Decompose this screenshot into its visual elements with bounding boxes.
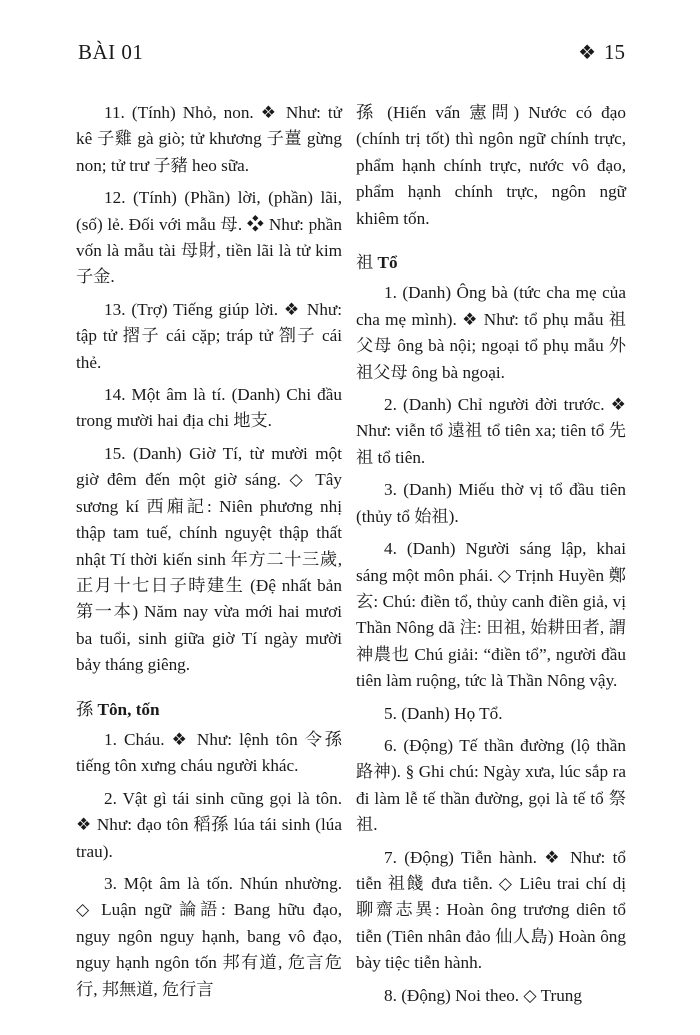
- definition-paragraph: 1. Cháu. ❖ Như: lệnh tôn 令孫 tiếng tôn xưng cháu người khác.: [76, 729, 342, 776]
- right-column: [356, 100, 626, 1015]
- definition-paragraph: 15. (Danh) Giờ Tí, từ mười một giờ đêm đến một giờ sáng. ◇ Tây sương kí 西廂記: Niên phương nhị thập tam tuế, chính nguyệt thập thất nhật Tí thời kiến sinh 年方二十三歲, 正月十七日子時建生 (Đệ nhất bản 第一本) Năm nay vừa mới hai mươi ba tuổi, sinh giữa giờ Tí ngày mười bảy tháng giêng.: [76, 443, 342, 675]
- definition-paragraph: 2. (Danh) Chỉ người đời trước. ❖ Như: viễn tổ 遠祖 tổ tiên xa; tiên tổ 先祖 tổ tiên.: [356, 395, 626, 467]
- lesson-title: BÀI 01: [78, 40, 144, 64]
- definition-paragraph: 5. (Danh) Họ Tổ.: [384, 703, 503, 723]
- definition-paragraph: 1. (Danh) Ông bà (tức cha mẹ của cha mẹ mình). ❖ Như: tổ phụ mẫu 祖父母 ông bà nội; ngoại tổ phụ mẫu 外祖父母 ông bà ngoại.: [356, 283, 626, 382]
- definition-paragraph: 7. (Động) Tiễn hành. ❖ Như: tổ tiễn 祖餞 đưa tiễn. ◇ Liêu trai chí dị 聊齋志異: Hoàn ông trương diên tổ tiễn (Tiên nhân đảo 仙人島) Hoàn ông bày tiệc tiễn hành.: [356, 847, 626, 973]
- definition-paragraph: 2. Vật gì tái sinh cũng gọi là tôn. ❖ Như: đạo tôn 稻孫 lúa tái sinh (lúa trau).: [76, 788, 342, 861]
- headword-reading: Tổ: [377, 253, 398, 273]
- entry-headword: [356, 250, 626, 276]
- entry-headword: [76, 697, 342, 723]
- definition-paragraph: 8. (Động) Noi theo. ◇ Trung: [384, 985, 582, 1005]
- definition-paragraph: 14. Một âm là tí. (Danh) Chi đầu trong mười hai địa chi 地支.: [76, 385, 342, 431]
- left-column: [76, 100, 342, 1009]
- definition-paragraph: 4. (Danh) Người sáng lập, khai sáng một môn phái. ◇ Trịnh Huyền 鄭玄: Chú: điền tổ, thủy canh điền giả, vị Thần Nông dã 注: 田祖, 始耕田者, 謂神農也 Chú giải: “điền tổ”, người đầu tiên làm ruộng, tức là Thần Nông vậy.: [356, 539, 626, 691]
- running-header: [78, 40, 625, 70]
- headword-reading: Tôn, tốn: [97, 699, 160, 719]
- ornament-icon: ❖: [578, 40, 596, 64]
- definition-paragraph: 11. (Tính) Nhỏ, non. ❖ Như: tử kê 子雞 gà giò; tử khương 子薑 gừng non; tử trư 子豬 heo sữa.: [76, 103, 342, 175]
- continued-paragraph: 孫 (Hiến vấn 憲問) Nước có đạo (chính trị tốt) thì ngôn ngữ chính trực, phẩm hạnh chính trực, nước vô đạo, phẩm hạnh chính trực, ngôn ngữ khiêm tốn.: [356, 103, 626, 228]
- page-number: 15: [604, 40, 625, 64]
- headword-character: 孫: [76, 699, 94, 719]
- page-number-area: [578, 40, 625, 65]
- definition-paragraph: 13. (Trợ) Tiếng giúp lời. ❖ Như: tập tử 摺子 cái cặp; tráp tử 劄子 cái thẻ.: [76, 299, 342, 372]
- definition-paragraph: 6. (Động) Tế thần đường (lộ thần 路神). § Ghi chú: Ngày xưa, lúc sắp ra đi làm lễ tế thần đường, gọi là tế tổ 祭祖.: [356, 735, 626, 835]
- headword-character: 祖: [356, 253, 374, 273]
- definition-paragraph: 3. Một âm là tốn. Nhún nhường. ◇ Luận ngữ 論語: Bang hữu đạo, nguy ngôn nguy hạnh, bang vô đạo, nguy hạnh ngôn tốn 邦有道, 危言危行, 邦無道, 危行言: [76, 873, 342, 999]
- definition-paragraph: 3. (Danh) Miếu thờ vị tổ đầu tiên (thủy tổ 始祖).: [356, 480, 626, 526]
- definition-paragraph: 12. (Tính) (Phần) lời, (phần) lãi, (số) lẻ. Đối với mẫu 母. ❖ Như: phần vốn là mẫu tài 母財, tiền lãi là tử kim 子金.: [76, 188, 342, 287]
